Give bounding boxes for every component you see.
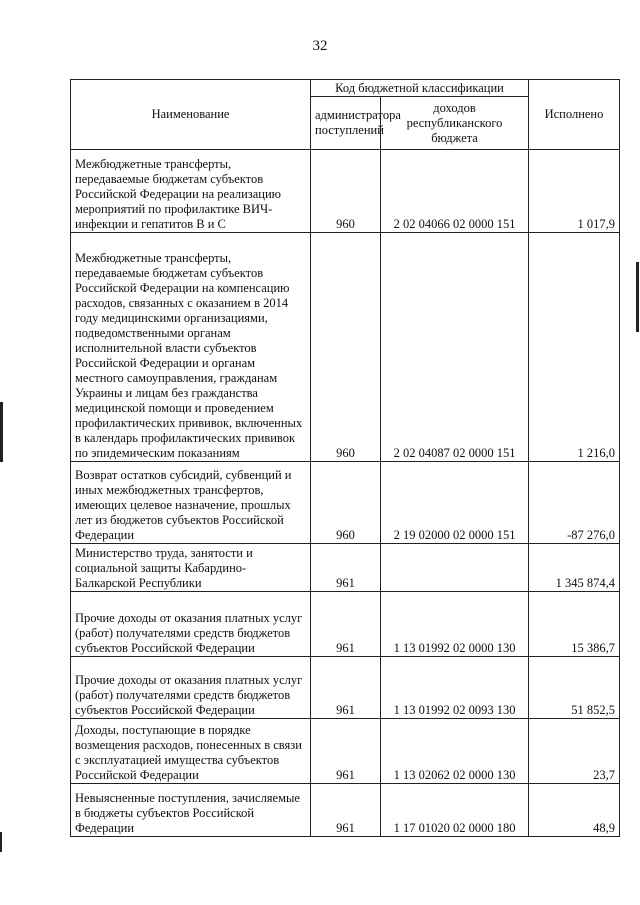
row-name: Невыясненные поступления, зачисляемые в бюджеты субъектов Российской Федерации — [71, 784, 311, 837]
row-admin-code: 960 — [311, 233, 381, 462]
row-name: Межбюджетные трансферты, передаваемые бюджетам субъектов Российской Федерации на реализацию мероприятий по профилактике ВИЧ-инфекции и гепатитов B и C — [71, 150, 311, 233]
row-admin-code: 960 — [311, 462, 381, 544]
row-name: Прочие доходы от оказания платных услуг (работ) получателями средств бюджетов субъектов Российской Федерации — [71, 592, 311, 657]
row-amount: 23,7 — [529, 719, 620, 784]
table-row — [71, 233, 620, 462]
row-amount: 48,9 — [529, 784, 620, 837]
row-admin-code: 961 — [311, 544, 381, 592]
header-income: доходов республиканского бюджета — [381, 97, 529, 150]
row-admin-code: 961 — [311, 657, 381, 719]
page-number: 32 — [312, 38, 328, 54]
header-name: Наименование — [71, 80, 311, 150]
row-budget-code: 2 19 02000 02 0000 151 — [381, 462, 529, 544]
row-amount: 1 345 874,4 — [529, 544, 620, 592]
row-budget-code: 1 13 01992 02 0000 130 — [381, 592, 529, 657]
header-done: Исполнено — [529, 80, 620, 150]
table-row — [71, 150, 620, 233]
scan-mark-left-1 — [0, 402, 3, 462]
scan-mark-left-2 — [0, 832, 2, 852]
table-row — [71, 784, 620, 837]
table-row — [71, 719, 620, 784]
row-budget-code: 1 13 01992 02 0093 130 — [381, 657, 529, 719]
header-code-group: Код бюджетной классификации — [311, 80, 529, 97]
row-budget-code — [381, 544, 529, 592]
row-admin-code: 961 — [311, 784, 381, 837]
row-amount: 1 216,0 — [529, 233, 620, 462]
row-name: Возврат остатков субсидий, субвенций и иных межбюджетных трансфертов, имеющих целевое назначение, прошлых лет из бюджетов субъектов Российской Федерации — [71, 462, 311, 544]
row-amount: 15 386,7 — [529, 592, 620, 657]
row-admin-code: 961 — [311, 719, 381, 784]
header-admin: администратора поступлений — [311, 97, 381, 150]
row-name: Межбюджетные трансферты, передаваемые бюджетам субъектов Российской Федерации на компенсацию расходов, связанных с оказанием в 2014 году медицинскими организациями, подведомственными органам исполнительной власти субъектов Российской Федерации и органам местного самоуправления, гражданам Украины и лицам без гражданства медицинской помощи и проведением профилактических прививок, включенных в календарь профилактических прививок по эпидемическим показаниям — [71, 233, 311, 462]
row-name: Прочие доходы от оказания платных услуг (работ) получателями средств бюджетов субъектов Российской Федерации — [71, 657, 311, 719]
row-budget-code: 1 17 01020 02 0000 180 — [381, 784, 529, 837]
row-name: Доходы, поступающие в порядке возмещения расходов, понесенных в связи с эксплуатацией имущества субъектов Российской Федерации — [71, 719, 311, 784]
row-budget-code: 2 02 04066 02 0000 151 — [381, 150, 529, 233]
row-name: Министерство труда, занятости и социальной защиты Кабардино-Балкарской Республики — [71, 544, 311, 592]
row-amount: 51 852,5 — [529, 657, 620, 719]
table-row — [71, 592, 620, 657]
row-budget-code: 2 02 04087 02 0000 151 — [381, 233, 529, 462]
table-row — [71, 462, 620, 544]
row-admin-code: 961 — [311, 592, 381, 657]
row-amount: 1 017,9 — [529, 150, 620, 233]
row-amount: -87 276,0 — [529, 462, 620, 544]
scan-mark-right — [636, 262, 639, 332]
table-row — [71, 544, 620, 592]
budget-table — [70, 79, 620, 837]
table-row — [71, 657, 620, 719]
row-admin-code: 960 — [311, 150, 381, 233]
row-budget-code: 1 13 02062 02 0000 130 — [381, 719, 529, 784]
